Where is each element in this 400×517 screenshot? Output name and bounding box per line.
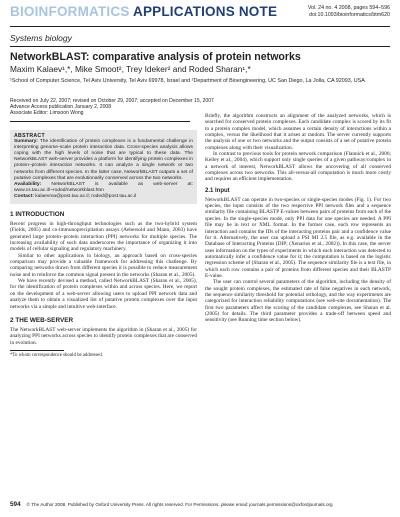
section-rule [10,46,390,47]
section-heading-introduction: 1 INTRODUCTION [10,211,65,219]
article-title: NetworkBLAST: comparative analysis of protein networks [10,51,301,63]
copyright-line: © The Author 2008. Published by Oxford University Press. All rights reserved. For Permissions, please email: journals.permissions@oxfordjournals.org [26,502,333,507]
left-column [10,127,197,359]
web-server-paragraph: In contrast to previous tools for protein network comparison (Flannick et al., 2006; Kelley et al., 2004), which support only single queries of a given pathway/complex in a network of interest, NetworkBLAST allows the uncovering of all conserved complexes across two networks. This all-versus-all computation is much more costly and requires an efficient implementation. [205,151,391,183]
received-dates: Received on July 22, 2007; revised on October 29, 2007; accepted on December 15, 2007 [10,98,214,104]
header-rule [10,26,390,27]
abstract-contact: Contact: kalaevma@post.tau.ac.il; roded@post.tau.ac.il [14,193,137,199]
section-heading-web-server: 2 THE WEB-SERVER [10,316,74,324]
abstract-top-rule [10,121,190,122]
abstract-box [10,130,197,204]
web-server-paragraph: Briefly, the algorithm constructs an alignment of the analyzed networks, which is searched for conserved protein complexes. Each candidate complex is scored by its fit to a protein complex model, which assumes a certain density of interactions within a complex, versus the likelihood that it arises at random. The server currently supports the analysis of one or two networks and the output consists of a set of putative protein complexes along with their visualization. [205,113,391,151]
page-footer [10,501,390,508]
web-server-paragraph: The NetworkBLAST web-server implements the algorithm in (Sharan et al., 2005) for analyzing PPI networks across species to identify protein complexes that are conserved in evolution. [10,326,197,346]
volume-line: Vol. 24 no. 4 2008, pages 594–596 [307,5,390,11]
input-paragraph: NetworkBLAST can operate in two-species or single-species modes (Fig. 1). For two species, the input consists of the two respective PPI network files and a sequence similarity file containing BLASTP E-values between pairs of proteins from each of the species. In the single-species mode, only PPI data for one species are needed. A PPI file may be in text or XML format. In the former case, each row represents an interaction and contains the IDs of the interacting proteins pair and a confidence value for it. Alternatively, the user can upload a PSI MI 2.5 file, as e.g. available in the Database of Interacting Proteins (DIP; (Xenarios et al., 2002)). In this case, the server uses information on the types of experiments in which each interaction was detected to automatically infer a confidence value for it; the computation is based on the logistic regression scheme of (Sharan et al., 2005). The sequence similarity file is a text file, in which each row contains a pair of proteins from different species and their BLASTP E-value. [205,196,391,279]
footnote-rule [10,350,64,351]
abstract-availability: Availability: NetworkBLAST is available as web-server at: www.cs.tau.ac.il/~roded/networkblast.htm [14,181,193,193]
journal-logo: BIOINFORMATICS APPLICATIONS NOTE [10,4,278,19]
abstract-heading: ABSTRACT [14,133,45,139]
footnote: *To whom correspondence should be addressed. [10,352,103,358]
subsection-heading-input: 2.1 Input [205,187,230,194]
intro-paragraph: Recent progress in high-throughput technologies such as the two-hybrid system (Fields, 2005) and co-immunoprecipitation assays (Aebersold and Mann, 2003) have generated large protein–protein interaction (PPI) networks for multiple species. The increasing availability of such data underscores the importance of organizing it into models of cellular signaling and regulatory machinery. [10,221,197,253]
associate-editor: Associate Editor: Limsoon Wong [10,110,84,117]
abstract-summary: Summary: The identification of protein complexes is a fundamental challenge in interpreting genome-scale protein interaction data. Cross-species analysis allows coping with the high levels of noise that are typical to these data. The NetworkBLAST web-server provides a platform for identifying protein complexes in protein–protein interaction networks. It can analyze a single network or two networks from different species. In the latter case, NetworkBLAST outputs a set of putative complexes that are evolutionarily conserved across the two networks. [14,139,193,181]
advance-access: Advance Access publication January 2, 2008 [10,104,112,111]
input-paragraph: The user can control several parameters of the algorithm, including the density of the sought protein complexes, the estimated rate of false negatives in each network, the sequence similarity threshold for potential orthology, and the way experiments are categorized for interaction reliability computations (see web-site documentation). The first two parameters affect the scoring of the candidate complexes, see Sharan et al. (2005) for details. The third parameter provides a trade-off between speed and sensitivity (see Running time section below). [205,279,391,324]
doi-line: doi:10.1093/bioinformatics/btm620 [309,11,390,18]
author-list: Maxim Kalaev¹,*, Mike Smoot², Trey Ideker² and Roded Sharan¹,* [10,64,251,74]
issue-info [308,5,390,18]
page-number: 594 [10,501,21,508]
intro-paragraph: We have recently devised a method, called NetworkBLAST (Sharan et al., 2005), for the identification of protein complexes within and across species. Here, we report on the development of a web-server allowing users to upload PPI network data and analyze them to obtain a visualized list of putative protein complexes over the input networks via a simple and intuitive web-interface. [10,278,197,310]
affiliations: ¹School of Computer Science, Tel Aviv University, Tel Aviv 69978, Israel and ²Department of Bioengineering, UC San Diego, La Jolla, CA 92093, USA [10,78,365,84]
section-tag: Systems biology [10,33,72,43]
intro-paragraph: Similar to other applications in biology, an approach based on cross-species comparison may provide a valuable framework for addressing this challenge. By comparing networks drawn from different species it is possible to reduce measurement noise and to reinforce the common signal present in the networks (Sharan et al., 2005). [10,252,197,278]
right-column [205,113,391,324]
